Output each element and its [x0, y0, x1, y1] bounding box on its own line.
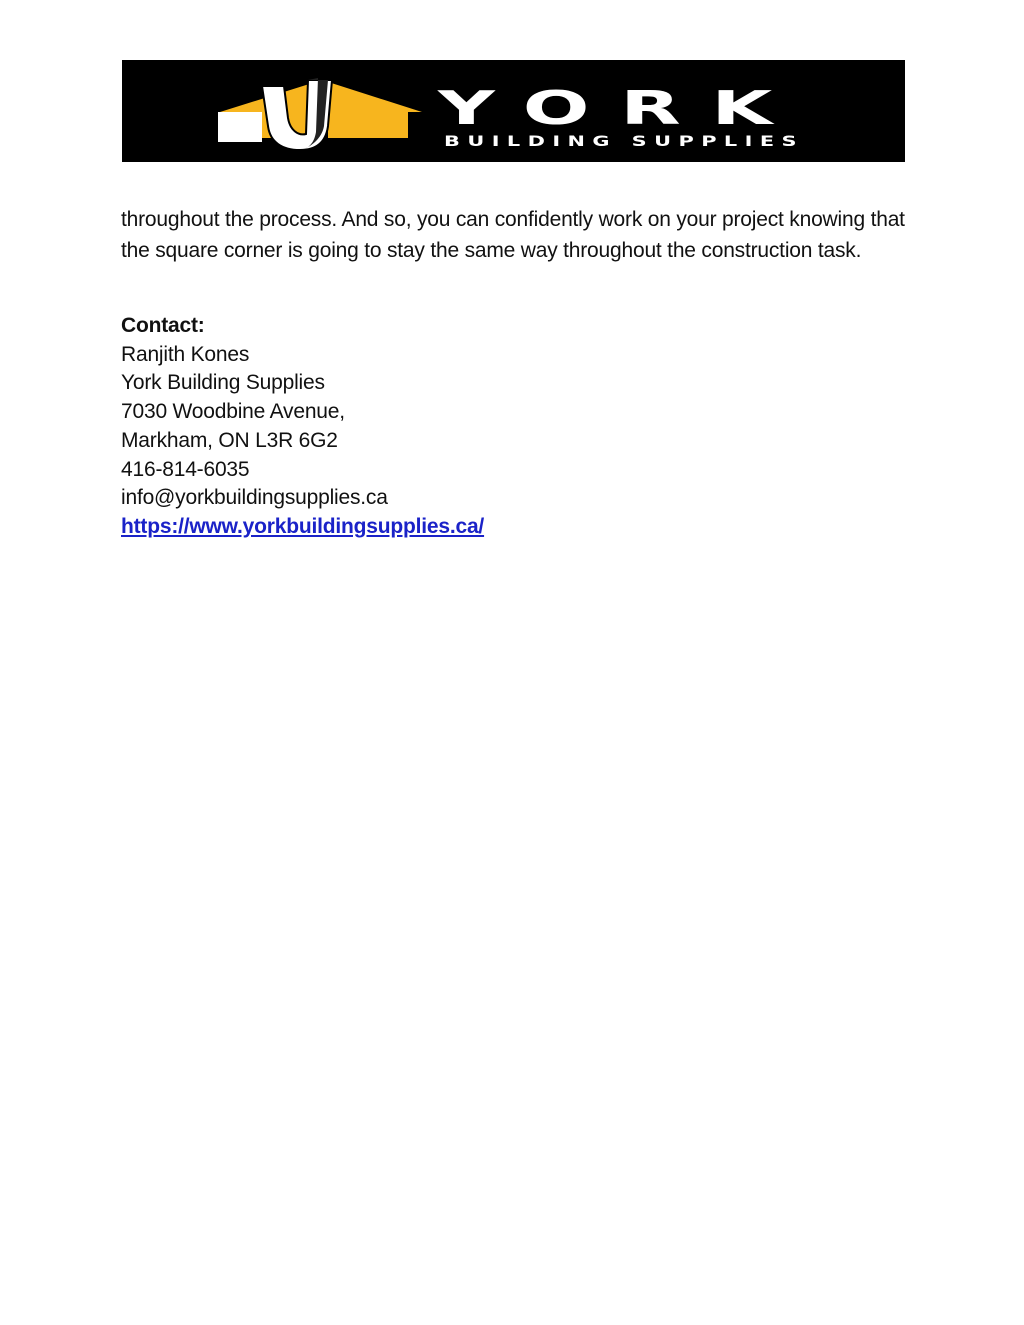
- contact-heading: Contact:: [121, 314, 205, 337]
- contact-address-line2: Markham, ON L3R 6G2: [121, 428, 338, 452]
- york-logo-icon: [122, 60, 905, 162]
- logo-banner: [122, 60, 905, 162]
- contact-block: [121, 312, 911, 542]
- logo-wordmark: YORK: [436, 81, 803, 135]
- logo-base-shape: [218, 112, 262, 142]
- contact-company: York Building Supplies: [121, 371, 325, 395]
- body-paragraph: throughout the process. And so, you can confidently work on your project knowing that the square corner is going to stay the same way throughout the construction task.: [121, 208, 905, 262]
- contact-email: info@yorkbuildingsupplies.ca: [121, 486, 388, 510]
- contact-phone: 416-814-6035: [121, 457, 250, 481]
- contact-name: Ranjith Kones: [121, 342, 250, 366]
- contact-address-line1: 7030 Woodbine Avenue,: [121, 400, 345, 424]
- logo-tagline: BUILDING SUPPLIES: [444, 134, 804, 150]
- website-link[interactable]: https://www.yorkbuildingsupplies.ca/: [121, 514, 485, 538]
